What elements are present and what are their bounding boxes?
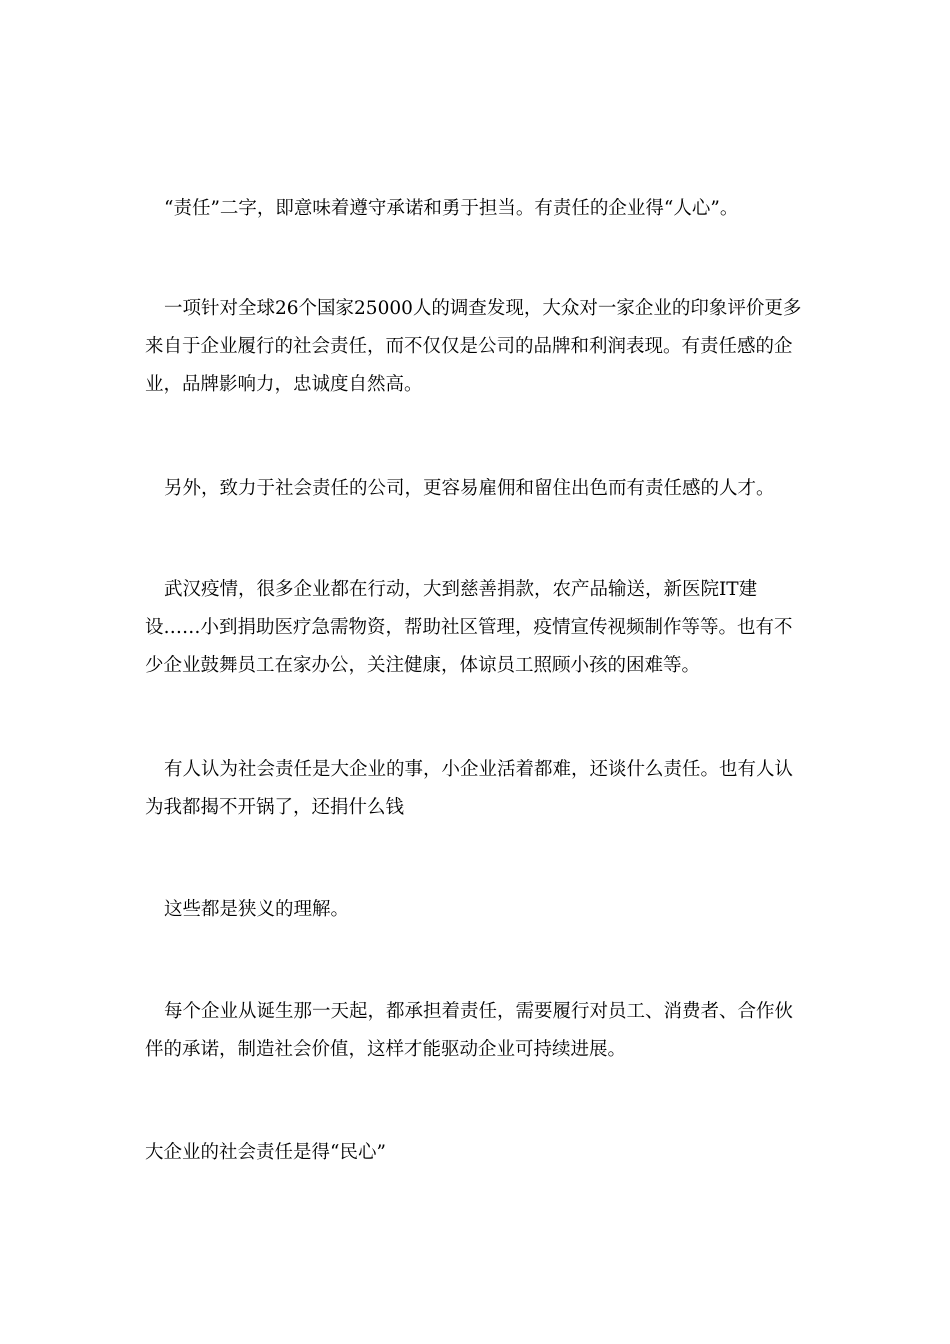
paragraph-5: 有人认为社会责任是大企业的事，小企业活着都难，还谈什么责任。也有人认为我都揭不开锅了，还捐什么钱 (145, 759, 794, 818)
paragraph-7: 每个企业从诞生那一天起，都承担着责任，需要履行对员工、消费者、合作伙伴的承诺，制造社会价值，这样才能驱动企业可持续进展。 (145, 1001, 794, 1060)
paragraph-1: “责任”二字，即意味着遵守承诺和勇于担当。有责任的企业得“人心”。 (164, 198, 739, 219)
paragraph-6: 这些都是狭义的理解。 (164, 899, 350, 920)
paragraph-3: 另外，致力于社会责任的公司，更容易雇佣和留住出色而有责任感的人才。 (164, 478, 775, 499)
paragraph-4: 武汉疫情，很多企业都在行动，大到慈善捐款，农产品输送，新医院IT建设……小到捐助医疗急需物资，帮助社区管理，疫情宣传视频制作等等。也有不少企业鼓舞员工在家办公，关注健康，体谅员工照顾小孩的困难等。 (145, 579, 793, 676)
section-heading: 大企业的社会责任是得“民心” (145, 1142, 386, 1163)
paragraph-2: 一项针对全球26个国家25000人的调查发现，大众对一家企业的印象评价更多来自于企业履行的社会责任，而不仅仅是公司的品牌和利润表现。有责任感的企业，品牌影响力，忠诚度自然高。 (145, 298, 802, 395)
